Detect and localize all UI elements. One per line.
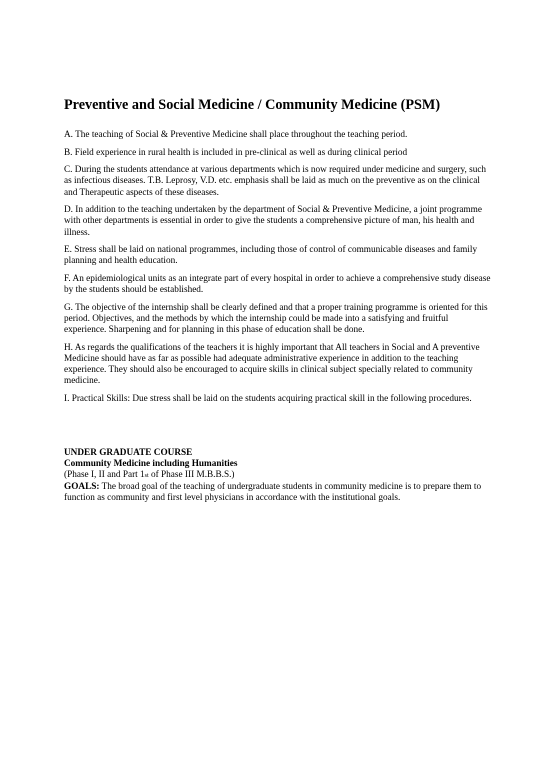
goals-label: GOALS: (64, 482, 100, 493)
course-goals (64, 482, 492, 504)
paragraph-d: D. In addition to the teaching undertaken by the department of Social & Preventive Medicine, a joint programme with other departments is essential in order to give the students a comprehensive picture of man, his health and illness. (64, 205, 482, 238)
paragraph-g: G. The objective of the internship shall be clearly defined and that a proper training programme is oriented for this period. Objectives, and the methods by which the internship could be made into a satisfying and fruitful experience. Sharpening and for planning in this phase of education shall be done. (64, 302, 488, 336)
phase-rest: of Phase III M.B.B.S.) (148, 469, 235, 480)
course-phase-line (64, 470, 492, 482)
paragraph-b: B. Field experience in rural health is included in pre-clinical as well as during clinical period (64, 147, 408, 158)
document-title: Preventive and Social Medicine / Community Medicine (PSM) (64, 97, 441, 113)
document-body (64, 96, 492, 505)
section-spacer (64, 412, 492, 448)
phase-prefix: (Phase I, II and Part 1 (64, 469, 145, 480)
goals-text: The broad goal of the teaching of undergraduate students in community medicine is to prepare them to function as community and first level physicians in accordance with the institutional goals. (64, 482, 482, 504)
paragraph-h: H. As regards the qualifications of the teachers it is highly important that All teachers in Social and A preventive Medicine should have as far as possible had adequate administrative experience in addition to the teaching experience. They should also be encouraged to acquire skills in clinical subject specially related to community medicine. (64, 342, 480, 387)
paragraph-e: E. Stress shall be laid on national programmes, including those of control of communicable diseases and family planning and health education. (64, 245, 478, 267)
course-heading: UNDER GRADUATE COURSE (64, 447, 193, 458)
course-section (64, 448, 492, 505)
paragraph-c: C. During the students attendance at various departments which is now required under medicine and surgery, such as infectious diseases. T.B. Leprosy, V.D. etc. emphasis shall be laid as much on the preventive as on the clinical and Therapeutic aspects of these diseases. (64, 165, 487, 198)
phase-ordinal-suffix: st (144, 472, 149, 479)
paragraph-i: I. Practical Skills: Due stress shall be laid on the students acquiring practical skill in the following procedures. (64, 393, 472, 404)
paragraph-f: F. An epidemiological units as an integrate part of every hospital in order to achieve a comprehensive study disease by the students should be established. (64, 273, 491, 296)
course-subheading: Community Medicine including Humanities (64, 458, 238, 469)
paragraph-a: A. The teaching of Social & Preventive Medicine shall place throughout the teaching period. (64, 130, 408, 140)
